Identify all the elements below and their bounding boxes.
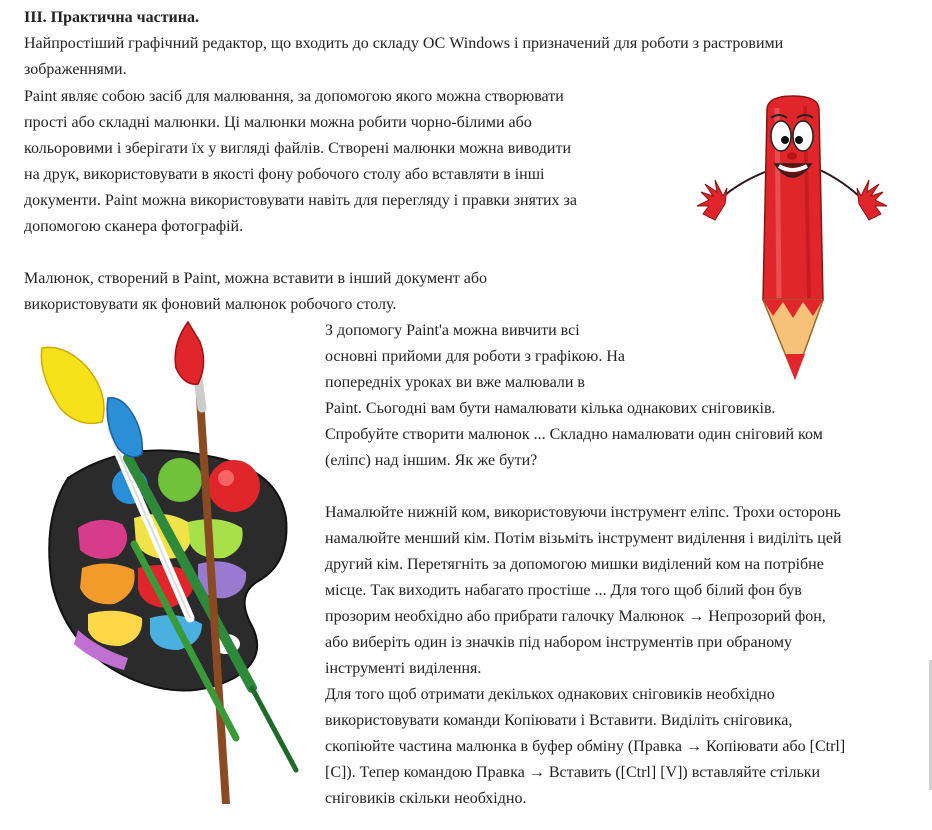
paragraph-line: використовувати як фоновий малюнок робочого столу.	[24, 296, 397, 313]
paragraph-line: використовувати команди Копіювати і Вставити. Виділіть сніговика,	[325, 712, 793, 729]
paragraph-line: Paint. Сьогодні вам бути намалювати кілька однакових сніговиків.	[325, 400, 776, 417]
intro-line: зображеннями.	[24, 61, 127, 78]
paragraph-line: сніговиків скільки необхідно.	[325, 790, 527, 807]
paragraph-line: кольоровими і зберігати їх у вигляді файлів. Створені малюнки можна виводити	[24, 140, 572, 157]
paragraph-line: місце. Так виходить набагато простіше ... Для того щоб білий фон був	[325, 582, 802, 599]
paragraph-line: намалюйте менший кім. Потім візьміть інструмент виділення і виділіть цей	[325, 530, 842, 547]
paragraph-line: прозорим необхідно або прибрати галочку Малюнок → Непрозорий фон,	[325, 608, 826, 625]
paragraph-line: Намалюйте нижній ком, використовуючи інструмент еліпс. Трохи осторонь	[325, 504, 841, 521]
paragraph-line: попередніх уроках ви вже малювали в	[325, 374, 585, 391]
paragraph-line: документи. Paint можна використовувати навіть для перегляду і правки знятих за	[24, 192, 577, 209]
paragraph-line: або виберіть один із значків під набором інструментів при обраному	[325, 634, 793, 651]
paragraph-line: З допомогу Paint'а можна вивчити всі	[325, 322, 580, 339]
paragraph-line: Для того щоб отримати декількох однакових сніговиків необхідно	[325, 686, 775, 703]
intro-line: Найпростіший графічний редактор, що входить до складу ОС Windows і призначений для роботи з растровими	[24, 35, 784, 52]
paragraph-line: [C]). Тепер командою Правка → Вставить ([Ctrl] [V]) вставляйте стільки	[325, 764, 821, 781]
paragraph-line: скопіюйте частина малюнка в буфер обміну (Правка → Копіювати або [Ctrl]	[325, 738, 846, 755]
paragraph-line: (еліпс) над іншим. Як же бути?	[325, 452, 538, 469]
paragraph-line: прості або складні малюнки. Ці малюнки можна робити чорно-білими або	[24, 114, 532, 131]
paragraph-line: інструменті виділення.	[325, 660, 482, 677]
paragraph-line: допомогою сканера фотографій.	[24, 218, 244, 235]
paragraph-line: на друк, використовувати в якості фону робочого столу або вставляти в інші	[24, 166, 545, 183]
paragraph-line: Малюнок, створений в Paint, можна вставити в інший документ або	[24, 270, 487, 287]
paragraph-line: Спробуйте створити малюнок ... Складно намалювати один сніговий ком	[325, 426, 823, 443]
section-title: ІІІ. Практична частина.	[24, 9, 199, 26]
paint-palette-image	[38, 318, 300, 804]
cartoon-pencil-image	[695, 92, 890, 384]
paragraph-line: другий кім. Перетягніть за допомогою мишки виділений ком на потрібне	[325, 556, 824, 573]
paragraph-line: Paint являє собою засіб для малювання, за допомогою якого можна створювати	[24, 88, 564, 105]
paragraph-line: основні прийоми для роботи з графікою. На	[325, 348, 626, 365]
